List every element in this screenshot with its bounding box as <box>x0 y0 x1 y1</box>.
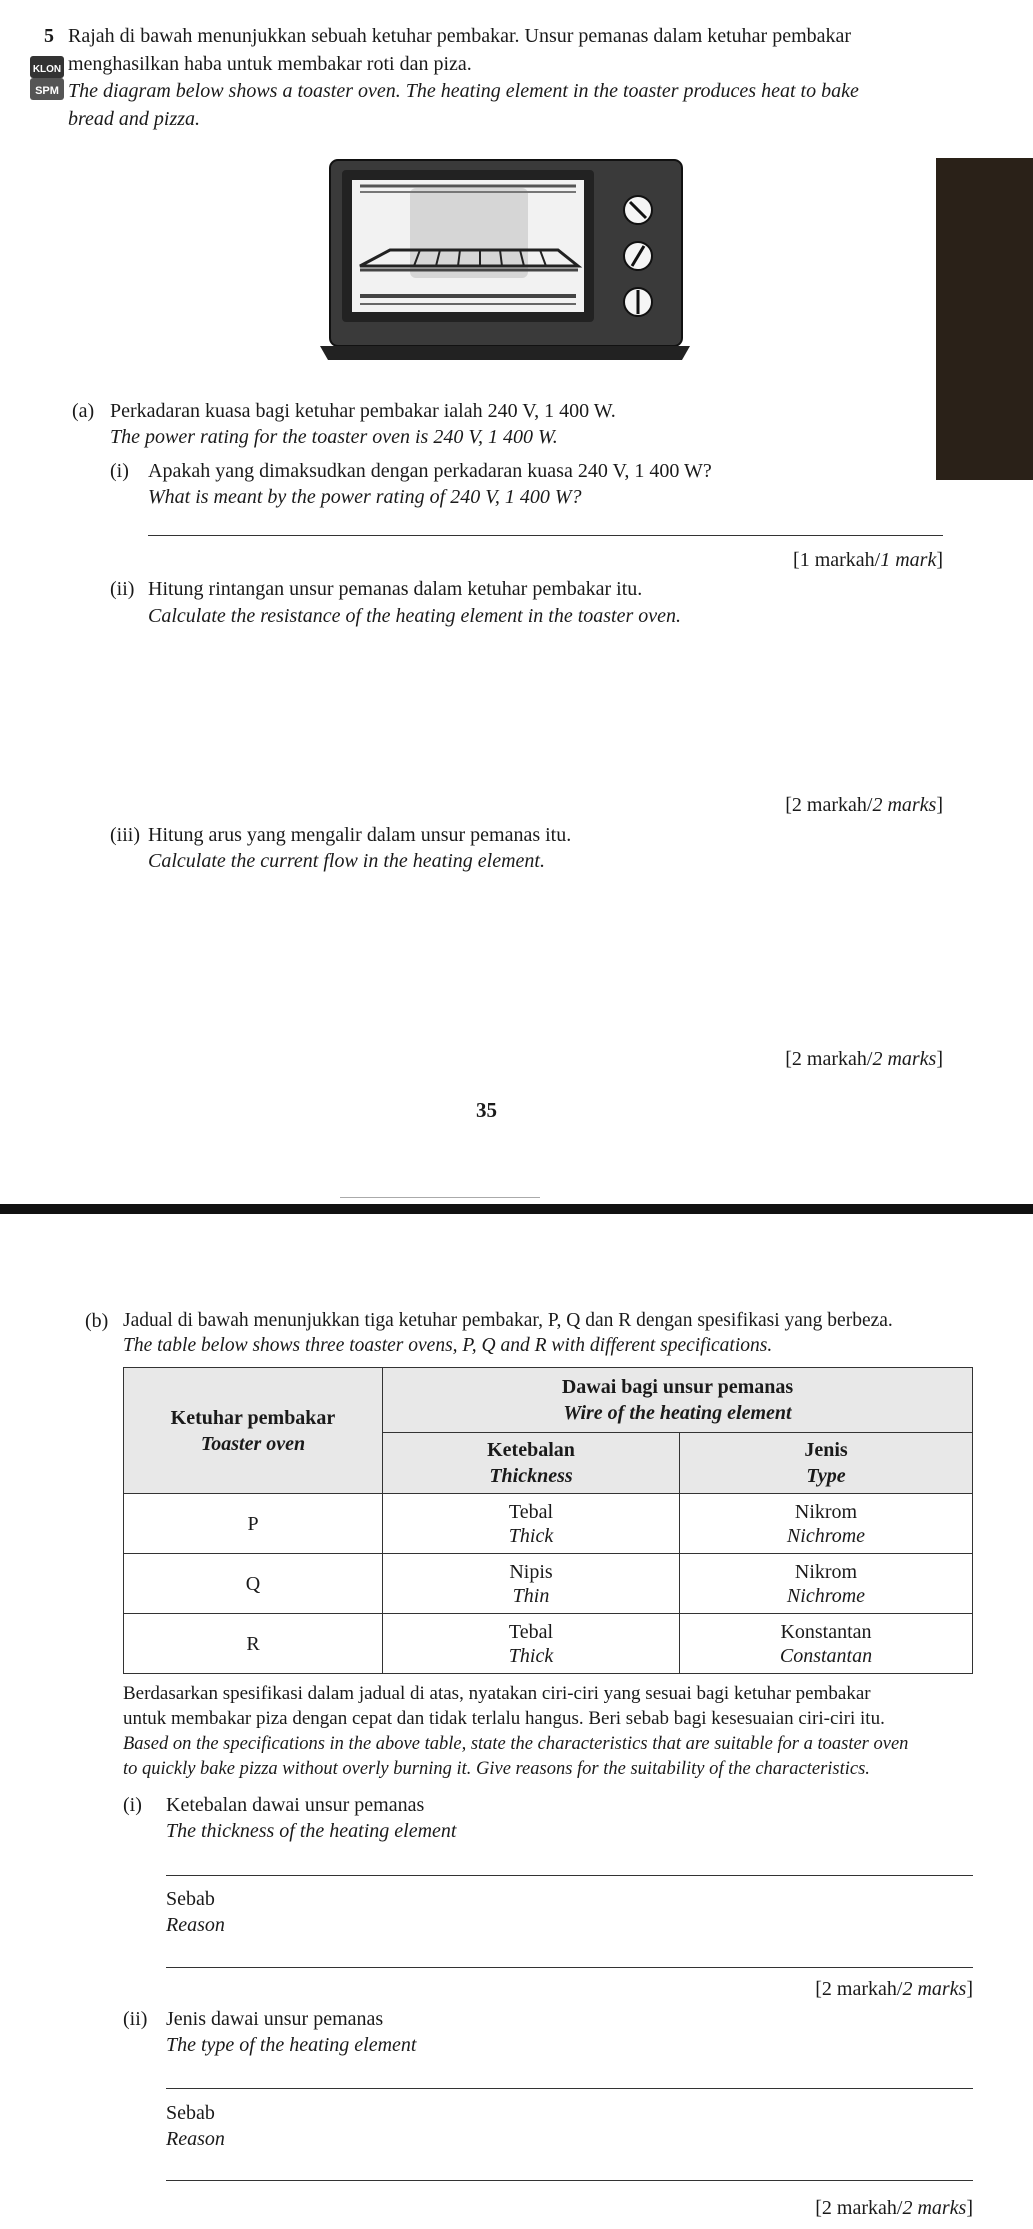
instruction-malay-line1: Berdasarkan spesifikasi dalam jadual di atas, nyatakan ciri-ciri yang sesuai bagi ketuhar pembakar <box>123 1683 871 1704</box>
intro-english-line2: bread and pizza. <box>68 108 201 130</box>
intro-malay-line2: menghasilkan haba untuk membakar roti dan piza. <box>68 53 472 75</box>
cell-thickness: Tebal Thick <box>383 1614 680 1674</box>
table-row <box>124 1554 973 1614</box>
answer-space-a-iii[interactable] <box>148 885 943 1035</box>
toaster-oven-diagram <box>320 158 690 363</box>
cell-thickness: Nipis Thin <box>383 1554 680 1614</box>
reason-english: Reason <box>166 2128 225 2150</box>
question-number: 5 <box>44 25 54 47</box>
part-b-ii-malay: Jenis dawai unsur pemanas <box>166 2008 384 2030</box>
oven-knobs <box>624 196 652 316</box>
marks-a-i: [1 markah/1 mark] <box>793 549 943 571</box>
scan-mark <box>340 1197 540 1198</box>
part-b-i-label: (i) <box>123 1794 142 1816</box>
cell-type: Nikrom Nichrome <box>680 1494 973 1554</box>
cell-oven: R <box>124 1614 383 1674</box>
marks-a-ii: [2 markah/2 marks] <box>785 794 943 816</box>
answer-line[interactable] <box>148 535 943 536</box>
part-a-iii-english: Calculate the current flow in the heating element. <box>148 850 545 872</box>
part-a-ii-english: Calculate the resistance of the heating element in the toaster oven. <box>148 605 682 627</box>
reason-english: Reason <box>166 1914 225 1936</box>
instruction-malay-line2: untuk membakar piza dengan cepat dan tidak terlalu hangus. Beri sebab bagi kesesuaian ciri-ciri itu. <box>123 1708 885 1729</box>
part-b-ii-label: (ii) <box>123 2008 148 2030</box>
answer-line[interactable] <box>166 2180 973 2181</box>
part-a-english: The power rating for the toaster oven is 240 V, 1 400 W. <box>110 426 558 448</box>
part-b-malay: Jadual di bawah menunjukkan tiga ketuhar pembakar, P, Q dan R dengan spesifikasi yang berbeza. <box>123 1310 893 1331</box>
table-row <box>124 1614 973 1674</box>
part-a-ii-label: (ii) <box>110 578 135 600</box>
table-row <box>124 1494 973 1554</box>
svg-text:SPM: SPM <box>35 85 59 97</box>
part-b-ii-english: The type of the heating element <box>166 2034 417 2056</box>
intro-malay-line1: Rajah di bawah menunjukkan sebuah ketuhar pembakar. Unsur pemanas dalam ketuhar pembakar <box>68 25 852 47</box>
wire-group-header: Dawai bagi unsur pemanas Wire of the heating element <box>383 1368 973 1433</box>
part-b-i-english: The thickness of the heating element <box>166 1820 457 1842</box>
part-a-i-english: What is meant by the power rating of 240 V, 1 400 W? <box>148 486 582 508</box>
svg-text:KLON: KLON <box>32 64 62 75</box>
col-thickness-header: Ketebalan Thickness <box>383 1433 680 1494</box>
page-divider <box>0 1204 1033 1214</box>
part-a-malay: Perkadaran kuasa bagi ketuhar pembakar ialah 240 V, 1 400 W. <box>110 400 616 422</box>
marks-b-i: [2 markah/2 marks] <box>815 1978 973 2000</box>
instruction-english-line1: Based on the specifications in the above table, state the characteristics that are suitable for a toaster oven <box>123 1734 909 1754</box>
part-b-i-malay: Ketebalan dawai unsur pemanas <box>166 1794 425 1816</box>
cell-oven: P <box>124 1494 383 1554</box>
intro-english-line1: The diagram below shows a toaster oven. The heating element in the toaster produces heat to bake <box>68 80 859 102</box>
part-a-ii-malay: Hitung rintangan unsur pemanas dalam ketuhar pembakar itu. <box>148 578 643 600</box>
klon-spm-logo <box>30 56 64 100</box>
specification-table <box>123 1367 973 1674</box>
reason-malay: Sebab <box>166 2102 215 2124</box>
part-a-label: (a) <box>72 400 95 422</box>
answer-space-a-ii[interactable] <box>148 640 943 770</box>
reason-malay: Sebab <box>166 1888 215 1910</box>
col-toaster-oven-header: Ketuhar pembakar Toaster oven <box>124 1368 383 1494</box>
cell-type: Konstantan Constantan <box>680 1614 973 1674</box>
cell-oven: Q <box>124 1554 383 1614</box>
answer-line[interactable] <box>166 2088 973 2089</box>
answer-line[interactable] <box>166 1967 973 1968</box>
instruction-english-line2: to quickly bake pizza without overly burning it. Give reasons for the suitability of the characteristics. <box>123 1759 870 1779</box>
cell-type: Nikrom Nichrome <box>680 1554 973 1614</box>
answer-line[interactable] <box>166 1875 973 1876</box>
part-a-iii-label: (iii) <box>110 824 140 846</box>
page-number: 35 <box>476 1098 497 1122</box>
part-a-iii-malay: Hitung arus yang mengalir dalam unsur pemanas itu. <box>148 824 572 846</box>
margin-bar <box>936 158 1033 480</box>
cell-thickness: Tebal Thick <box>383 1494 680 1554</box>
part-b-label: (b) <box>85 1310 109 1332</box>
part-a-i-malay: Apakah yang dimaksudkan dengan perkadaran kuasa 240 V, 1 400 W? <box>148 460 712 482</box>
marks-a-iii: [2 markah/2 marks] <box>785 1048 943 1070</box>
col-type-header: Jenis Type <box>680 1433 973 1494</box>
part-b-english: The table below shows three toaster ovens, P, Q and R with different specifications. <box>123 1335 773 1356</box>
part-a-i-label: (i) <box>110 460 129 482</box>
marks-b-ii: [2 markah/2 marks] <box>815 2197 973 2219</box>
